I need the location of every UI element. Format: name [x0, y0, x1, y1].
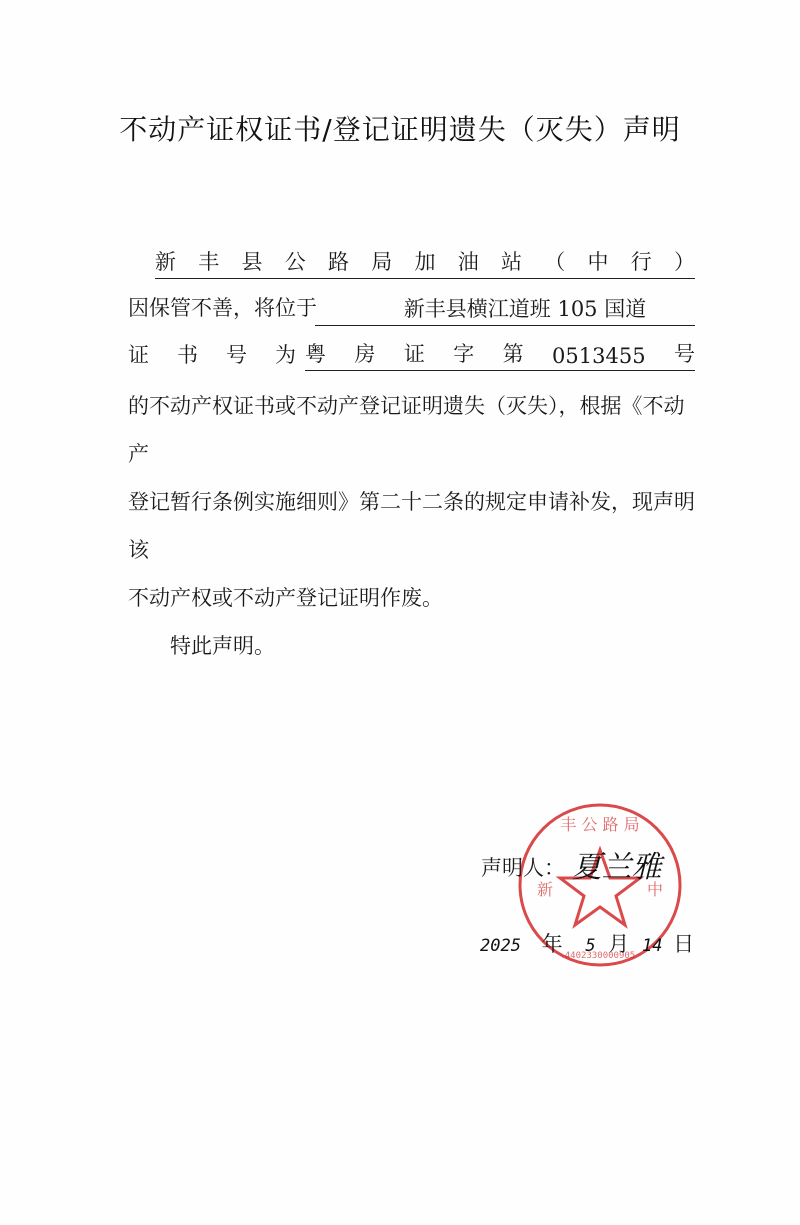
date-day: 14 [641, 936, 663, 956]
svg-text:4402330000905: 4402330000905 [564, 951, 636, 961]
svg-text:丰 公 路 局: 丰 公 路 局 [560, 815, 640, 834]
certificate-number-field: 粤 房 证 字 第 0513455 号 [305, 338, 695, 371]
signatory-label: 声明人： [481, 856, 565, 880]
applicant-name-field: 新 丰 县 公 路 局 加 油 站 （ 中 行 ） [155, 246, 695, 279]
signatory-row [481, 840, 662, 884]
location-value: 新丰县横江道班 105 国道 [403, 297, 647, 321]
line2-prefix: 因保管不善，将位于 [128, 296, 317, 320]
paragraph-line: 不动产权或不动产登记证明作废。 [128, 586, 443, 610]
paragraph-line: 登记暂行条例实施细则》第二十二条的规定申请补发，现声明该 [128, 490, 695, 562]
date-month: 5 [585, 936, 596, 956]
date-year: 2025 [480, 936, 521, 956]
certificate-number: 0513455 [552, 344, 646, 368]
location-field [315, 293, 695, 326]
declaration-paragraph [128, 382, 700, 670]
declaration-date: 2025 年 5 月 14 日 [480, 932, 695, 956]
paragraph-line: 的不动产权证书或不动产登记证明遗失（灭失），根据《不动产 [128, 394, 685, 466]
line3-prefix: 证 书 号 为 [128, 343, 296, 367]
svg-text:中: 中 [646, 880, 664, 899]
document-title: 不动产证权证书/登记证明遗失（灭失）声明 [119, 113, 681, 146]
svg-text:新: 新 [536, 880, 554, 899]
handwritten-signature: 夏兰雅 [571, 850, 662, 885]
closing-statement: 特此声明。 [170, 634, 275, 658]
